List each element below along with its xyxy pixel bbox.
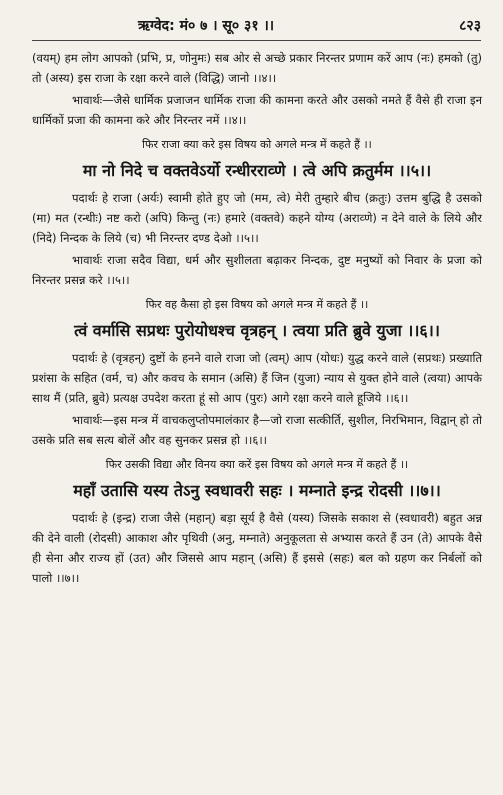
page-body <box>32 48 482 588</box>
padartha-6: पदार्थः हे (वृत्रहन्) दुष्टों के हनने वाले राजा जो (त्वम्) आप (योधः) युद्ध करने वाले (सप्रथः) प्रख्याति प्रशंसा के सहित (वर्म, च) और कवच के समान (असि) हैं जिन (युजा) न्याय से युक्त होने वाले (त्वया) आपके साथ मैं (प्रति, ब्रुवे) प्रत्यक्ष उपदेश करता हूं सो आप (पुरः) आगे रक्षा करने वाले हूजिये ।।६।। <box>32 351 482 405</box>
padartha-5: पदार्थः हे राजा (अर्यः) स्वामी होते हुए जो (मम, त्वे) मेरी तुम्हारे बीच (क्रतुः) उत्तम बुद्धि है उसको (मा) मत (रन्धीः) नष्ट करो (अपि) किन्तु (नः) हमारे (वक्तवे) कहने योग्य (अराव्णे) न देने वाले के लिये और (निदे) निन्दक के लिये (च) भी निरन्तर दण्ड देओ ।।५।। <box>32 191 482 245</box>
header-rule <box>32 40 481 41</box>
intro-mantra-7: फिर उसकी विद्या और विनय क्या करें इस विषय को अगले मन्त्र में कहते हैं ।। <box>105 458 409 471</box>
intro-mantra-5: फिर राजा क्या करे इस विषय को अगले मन्त्र में कहते हैं ।। <box>142 138 372 151</box>
intro-mantra-6: फिर वह कैसा हो इस विषय को अगले मन्त्र में कहते हैं ।। <box>145 298 369 311</box>
page-header <box>0 16 503 40</box>
page-number: ८२३ <box>459 18 481 34</box>
padartha-4-continuation: (वयम्) हम लोग आपको (प्रभि, प्र, णोनुमः) सब ओर से अच्छे प्रकार निरन्तर प्रणाम करें आप (नः) हमको (तु) तो (अस्य) इस राजा के रक्षा करने वाले (विद्धि) जानो ।।४।। <box>32 51 482 85</box>
running-title: ऋग्वेद: मं० ७ । सू० ३१ ।। <box>138 18 275 34</box>
mantra-6: त्वं वर्मासि सप्रथः पुरोयोधश्च वृत्रहन् । त्वया प्रति ब्रुवे युजा ।।६।। <box>74 321 440 340</box>
bhavartha-6: भावार्थः—इस मन्त्र में वाचकलुप्तोपमालंकार है—जो राजा सत्कीर्ति, सुशील, निरभिमान, विद्वान् हो तो उसके प्रति सब सत्य बोलें और वह सुनकर प्रसन्न हो ।।६।। <box>32 413 482 447</box>
padartha-7: पदार्थः हे (इन्द्र) राजा जैसे (महान्) बड़ा सूर्य है वैसे (यस्य) जिसके सकाश से (स्वधावरी) बहुत अन्न की देने वाली (रोदसी) आकाश और पृथिवी (अनु, मम्नाते) अनुकूलता से अभ्यास करते हैं उन (ते) आपके वैसे ही सेना और राज्य हों (उत) और जिससे आप महान् (असि) हैं इससे (सहः) बल को ग्रहण कर निर्बलों को पालो ।।७।। <box>32 511 482 585</box>
bhavartha-5: भावार्थः राजा सदैव विद्या, धर्म और सुशीलता बढ़ाकर निन्दक, दुष्ट मनुष्यों को निवार के प्रजा को निरन्तर प्रसन्न करे ।।५।। <box>32 253 482 287</box>
mantra-7: महाँ उतासि यस्य तेऽनु स्वधावरी सहः । मम्नाते इन्द्र रोदसी ।।७।। <box>73 481 441 500</box>
mantra-5: मा नो निदे च वक्तवेऽर्यो रन्धीरराव्णे । त्वे अपि क्रतुर्मम ।।५।। <box>82 161 432 180</box>
bhavartha-4: भावार्थः—जैसे धार्मिक प्रजाजन धार्मिक राजा की कामना करते और उसको नमते हैं वैसे ही राजा इन धार्मिकों प्रजा की कामना करे और निरन्तर नमें ।।४।। <box>32 93 482 127</box>
